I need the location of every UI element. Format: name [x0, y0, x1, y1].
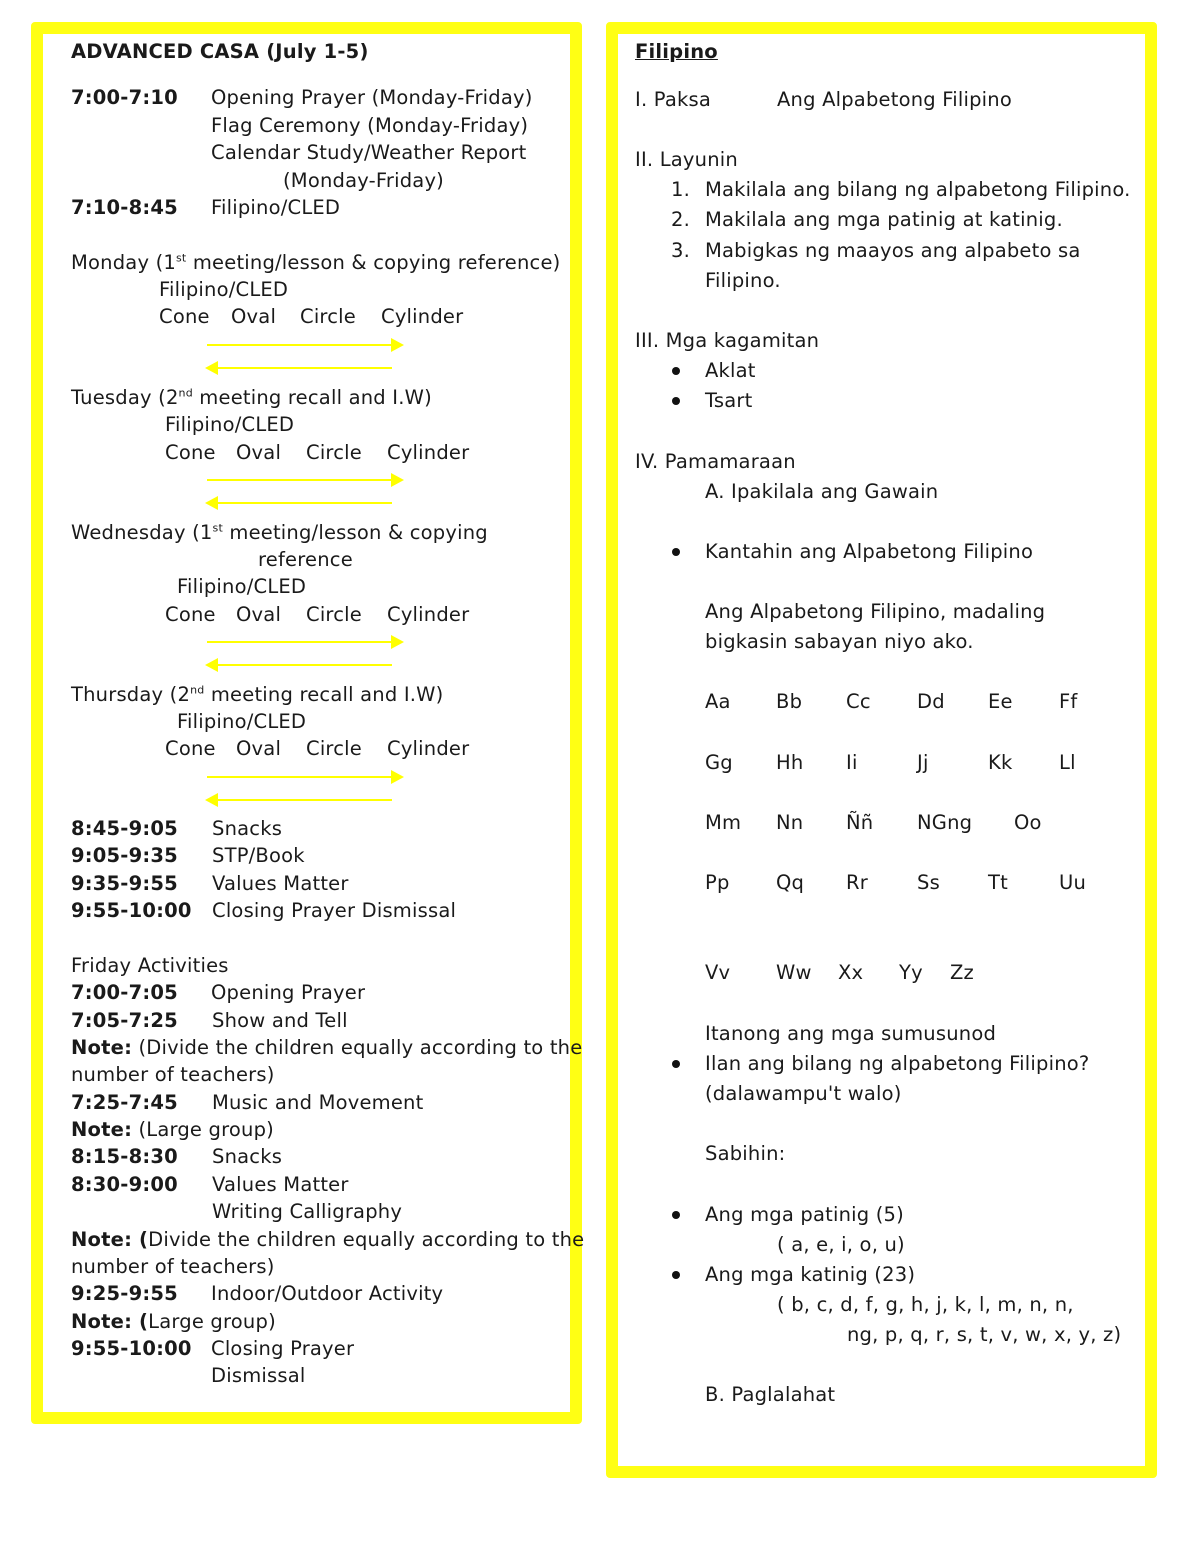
- note-line: number of teachers): [71, 1255, 275, 1278]
- day-subject: Filipino/CLED: [159, 278, 289, 301]
- day-heading: Wednesday (1st meeting/lesson & copying: [71, 521, 488, 544]
- right-arrow-icon: [207, 335, 402, 355]
- note-line: Note: (Divide the children equally according to the: [71, 1228, 585, 1251]
- day-subject: Filipino/CLED: [165, 413, 295, 436]
- alphabet-letter: Zz: [950, 961, 974, 984]
- right-arrow-icon: [207, 632, 402, 652]
- alphabet-letter: Rr: [846, 871, 868, 894]
- question-line: Ilan ang bilang ng alpabetong Filipino?: [705, 1052, 1090, 1075]
- schedule-title: ADVANCED CASA (July 1-5): [71, 40, 369, 63]
- alphabet-letter: Qq: [776, 871, 805, 894]
- shape-label: Cylinder: [387, 603, 470, 626]
- alphabet-letter: Xx: [838, 961, 864, 984]
- time-slot: 7:00-7:05: [71, 981, 178, 1004]
- shape-label: Cylinder: [387, 737, 470, 760]
- song-line: bigkasin sabayan niyo ako.: [705, 630, 974, 653]
- activity-line: Music and Movement: [212, 1091, 424, 1114]
- bullet-icon: [672, 1060, 680, 1068]
- activity-line: Values Matter: [212, 1173, 349, 1196]
- activity-line: Snacks: [212, 817, 283, 840]
- alphabet-letter: NGng: [917, 811, 973, 834]
- activity-line: STP/Book: [212, 844, 305, 867]
- bullet-icon: [672, 548, 680, 556]
- alphabet-letter: Ss: [917, 871, 940, 894]
- alphabet-letter: Ee: [988, 690, 1013, 713]
- consonant-list: ng, p, q, r, s, t, v, w, x, y, z): [847, 1323, 1122, 1346]
- activity-line: Dismissal: [211, 1364, 306, 1387]
- time-slot: 8:15-8:30: [71, 1145, 178, 1168]
- material-item: Aklat: [705, 359, 756, 382]
- friday-heading: Friday Activities: [71, 954, 229, 977]
- activity-line: Values Matter: [212, 872, 349, 895]
- shape-label: Circle: [300, 305, 356, 328]
- bullet-icon: [672, 1271, 680, 1279]
- alphabet-letter: Dd: [917, 690, 945, 713]
- note-line: number of teachers): [71, 1063, 275, 1086]
- note-line: Note: (Large group): [71, 1310, 276, 1333]
- activity-line: Closing Prayer Dismissal: [212, 899, 457, 922]
- activity-line: Snacks: [212, 1145, 283, 1168]
- activity-line: Closing Prayer: [211, 1337, 355, 1360]
- shape-label: Circle: [306, 737, 362, 760]
- alphabet-letter: Bb: [776, 690, 803, 713]
- time-slot: 7:05-7:25: [71, 1009, 178, 1032]
- left-arrow-icon: [207, 790, 392, 810]
- shape-label: Oval: [236, 603, 282, 626]
- day-heading: Tuesday (2nd meeting recall and I.W): [71, 386, 432, 409]
- shape-label: Oval: [236, 441, 282, 464]
- time-slot: 7:00-7:10: [71, 86, 178, 109]
- alphabet-letter: Vv: [705, 961, 731, 984]
- activity-line: Flag Ceremony (Monday-Friday): [211, 114, 529, 137]
- song-line: Ang Alpabetong Filipino, madaling: [705, 600, 1046, 623]
- shape-label: Cone: [165, 737, 216, 760]
- shape-label: Cone: [159, 305, 210, 328]
- note-line: Note: (Large group): [71, 1118, 274, 1141]
- alphabet-letter: Yy: [899, 961, 923, 984]
- list-number: 2.: [671, 208, 691, 231]
- day-subject: Filipino/CLED: [177, 710, 307, 733]
- alphabet-letter: Mm: [705, 811, 742, 834]
- alphabet-letter: Aa: [705, 690, 731, 713]
- objective-line: Filipino.: [705, 269, 781, 292]
- shape-label: Oval: [236, 737, 282, 760]
- list-number: 3.: [671, 239, 691, 262]
- subsection-label: B. Paglalahat: [705, 1383, 836, 1406]
- activity-line: Opening Prayer: [211, 981, 366, 1004]
- section-label: IV. Pamamaraan: [635, 450, 796, 473]
- day-heading: Thursday (2nd meeting recall and I.W): [71, 683, 444, 706]
- day-heading-cont: reference: [258, 548, 353, 571]
- subsection-label: A. Ipakilala ang Gawain: [705, 480, 939, 503]
- activity-line: Show and Tell: [212, 1009, 348, 1032]
- shape-label: Cone: [165, 441, 216, 464]
- activity-line: (Monday-Friday): [283, 169, 444, 192]
- time-slot: 7:25-7:45: [71, 1091, 178, 1114]
- shape-label: Cone: [165, 603, 216, 626]
- time-slot: 9:25-9:55: [71, 1282, 178, 1305]
- alphabet-letter: Ff: [1059, 690, 1078, 713]
- alphabet-letter: Kk: [988, 751, 1013, 774]
- alphabet-letter: Oo: [1014, 811, 1042, 834]
- vowel-heading: Ang mga patinig (5): [705, 1203, 904, 1226]
- alphabet-letter: Tt: [988, 871, 1008, 894]
- material-item: Tsart: [705, 389, 753, 412]
- activity-line: Calendar Study/Weather Report: [211, 141, 527, 164]
- objective-line: Mabigkas ng maayos ang alpabeto sa: [705, 239, 1081, 262]
- alphabet-letter: Gg: [705, 751, 733, 774]
- bullet-icon: [672, 1211, 680, 1219]
- alphabet-letter: Hh: [776, 751, 804, 774]
- day-subject: Filipino/CLED: [177, 575, 307, 598]
- instruction-line: Sabihin:: [705, 1142, 786, 1165]
- activity-line: Writing Calligraphy: [212, 1200, 403, 1223]
- left-arrow-icon: [207, 655, 392, 675]
- time-slot: 9:05-9:35: [71, 844, 178, 867]
- alphabet-letter: Cc: [846, 690, 871, 713]
- activity-line: Indoor/Outdoor Activity: [211, 1282, 444, 1305]
- shape-label: Oval: [231, 305, 277, 328]
- section-label: III. Mga kagamitan: [635, 329, 820, 352]
- alphabet-letter: Ll: [1059, 751, 1076, 774]
- alphabet-letter: Uu: [1059, 871, 1087, 894]
- alphabet-letter: Pp: [705, 871, 730, 894]
- time-slot: 9:55-10:00: [71, 1337, 192, 1360]
- topic-value: Ang Alpabetong Filipino: [777, 88, 1012, 111]
- answer-line: (dalawampu't walo): [705, 1082, 902, 1105]
- section-label: I. Paksa: [635, 88, 711, 111]
- left-arrow-icon: [207, 358, 392, 378]
- activity-line: Opening Prayer (Monday-Friday): [211, 86, 533, 109]
- list-number: 1.: [671, 178, 691, 201]
- bullet-icon: [672, 397, 680, 405]
- instruction-line: Itanong ang mga sumusunod: [705, 1022, 997, 1045]
- alphabet-letter: Ii: [846, 751, 858, 774]
- right-arrow-icon: [207, 470, 402, 490]
- lesson-title: Filipino: [635, 40, 718, 63]
- alphabet-letter: Jj: [917, 751, 929, 774]
- day-heading: Monday (1st meeting/lesson & copying reference): [71, 251, 561, 274]
- instruction-line: Kantahin ang Alpabetong Filipino: [705, 540, 1034, 563]
- bullet-icon: [672, 367, 680, 375]
- shape-label: Circle: [306, 441, 362, 464]
- vowel-list: ( a, e, i, o, u): [777, 1233, 905, 1256]
- time-slot: 9:55-10:00: [71, 899, 192, 922]
- time-slot: 8:45-9:05: [71, 817, 178, 840]
- right-arrow-icon: [207, 767, 402, 787]
- alphabet-letter: Ww: [776, 961, 812, 984]
- alphabet-letter: Ññ: [846, 811, 874, 834]
- left-arrow-icon: [207, 493, 392, 513]
- consonant-list: ( b, c, d, f, g, h, j, k, l, m, n, n,: [777, 1293, 1074, 1316]
- note-line: Note: (Divide the children equally according to the: [71, 1036, 583, 1059]
- alphabet-letter: Nn: [776, 811, 804, 834]
- time-slot: 8:30-9:00: [71, 1173, 178, 1196]
- shape-label: Circle: [306, 603, 362, 626]
- consonant-heading: Ang mga katinig (23): [705, 1263, 916, 1286]
- section-label: II. Layunin: [635, 148, 738, 171]
- shape-label: Cylinder: [381, 305, 464, 328]
- time-slot: 7:10-8:45: [71, 196, 178, 219]
- objective-line: Makilala ang mga patinig at katinig.: [705, 208, 1063, 231]
- objective-line: Makilala ang bilang ng alpabetong Filipino.: [705, 178, 1131, 201]
- time-slot: 9:35-9:55: [71, 872, 178, 895]
- activity-line: Filipino/CLED: [211, 196, 341, 219]
- shape-label: Cylinder: [387, 441, 470, 464]
